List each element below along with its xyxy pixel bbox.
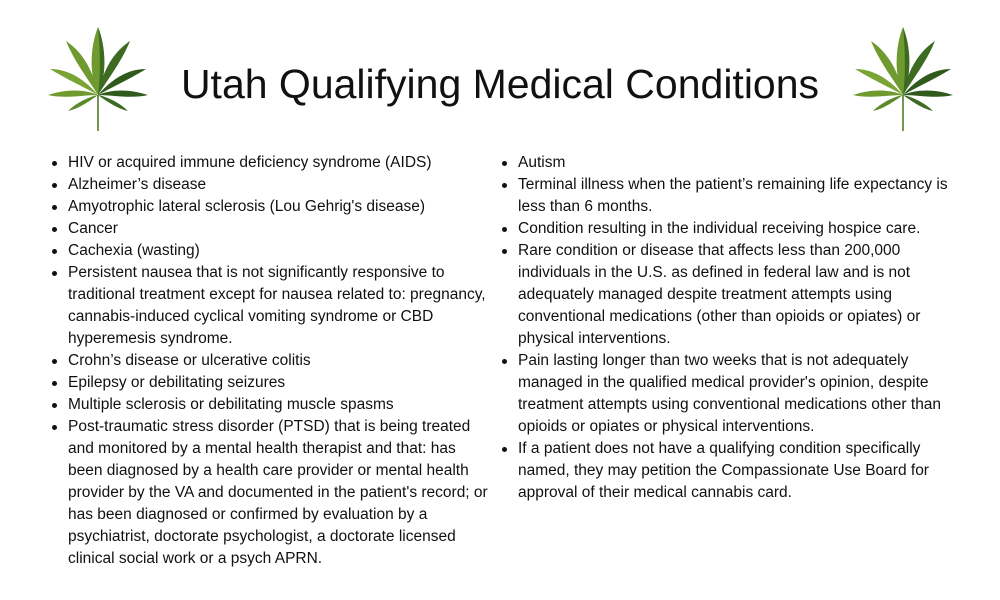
condition-text: If a patient does not have a qualifying condition specifically named, they may petition the Compassionate Use Board for approval of their medical cannabis card. xyxy=(518,440,929,501)
condition-text: Terminal illness when the patient’s remaining life expectancy is less than 6 months. xyxy=(518,176,948,215)
list-item xyxy=(50,152,490,174)
leaf-blades xyxy=(48,27,148,131)
list-item xyxy=(50,394,490,416)
cannabis-leaf-icon xyxy=(43,25,153,133)
list-item xyxy=(50,174,490,196)
condition-text: Rare condition or disease that affects less than 200,000 individuals in the U.S. as defined in federal law and is not adequately managed despite treatment attempts using conventional medications (other than opioids or opiates) or physical interventions. xyxy=(518,242,921,347)
page-title: Utah Qualifying Medical Conditions xyxy=(180,61,820,107)
condition-text: Persistent nausea that is not significantly responsive to traditional treatment except for nausea related to: pregnancy, cannabis-induced cyclical vomiting syndrome or CBD hyperemesis syndrome. xyxy=(68,264,486,347)
cannabis-leaf-icon xyxy=(848,25,958,133)
list-item xyxy=(500,218,950,240)
condition-text: Post-traumatic stress disorder (PTSD) that is being treated and monitored by a mental health therapist and that: has been diagnosed by a health care provider or mental health provider by the VA and documented in the patient's record; or has been diagnosed or confirmed by evaluation by a psychiatrist, doctorate psychologist, a doctorate licensed clinical social work or a psych APRN. xyxy=(68,418,488,567)
list-item xyxy=(500,240,950,350)
list-item xyxy=(500,438,950,504)
list-item xyxy=(500,350,950,438)
list-item xyxy=(50,416,490,570)
condition-text: Pain lasting longer than two weeks that is not adequately managed in the qualified medical provider's opinion, despite treatment attempts using conventional medications other than opioids or opiates or physical interventions. xyxy=(518,352,942,435)
list-item xyxy=(50,196,490,218)
list-item xyxy=(50,262,490,350)
list-item xyxy=(50,218,490,240)
header xyxy=(0,0,1000,140)
list-item xyxy=(500,174,950,218)
list-item xyxy=(50,350,490,372)
list-item xyxy=(50,240,490,262)
condition-text: HIV or acquired immune deficiency syndrome (AIDS) xyxy=(68,154,432,171)
condition-text: Epilepsy or debilitating seizures xyxy=(68,374,286,391)
condition-text: Cachexia (wasting) xyxy=(68,242,200,259)
conditions-list-left xyxy=(50,152,490,570)
condition-text: Condition resulting in the individual receiving hospice care. xyxy=(518,220,921,237)
condition-text: Amyotrophic lateral sclerosis (Lou Gehrig's disease) xyxy=(68,198,426,215)
condition-text: Multiple sclerosis or debilitating muscle spasms xyxy=(68,396,394,413)
leaf-blades xyxy=(853,27,953,131)
condition-text: Autism xyxy=(518,154,566,171)
condition-text: Cancer xyxy=(68,220,118,237)
list-item xyxy=(50,372,490,394)
condition-text: Alzheimer’s disease xyxy=(68,176,207,193)
list-item xyxy=(500,152,950,174)
condition-text: Crohn’s disease or ulcerative colitis xyxy=(68,352,311,369)
conditions-list-right xyxy=(500,152,950,504)
